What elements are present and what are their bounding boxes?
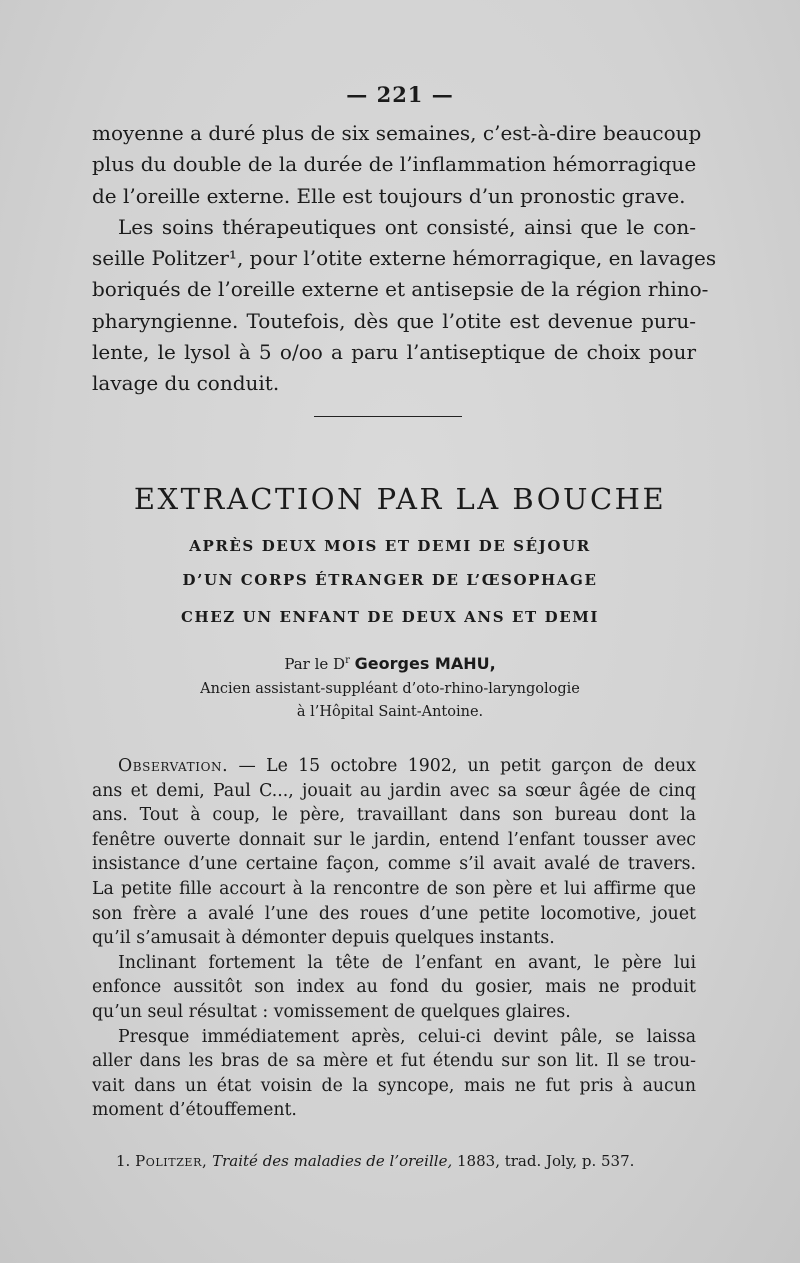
observation-first-line: — Le 15 octobre 1902, un petit garçon de deux — [228, 756, 696, 776]
author-name: Georges MAHU, — [354, 654, 496, 673]
article-subtitle-line: D’UN CORPS ÉTRANGER DE L’ŒSOPHAGE — [182, 571, 598, 589]
text-line: ans. Tout à coup, le père, travaillant dans son bureau dont la — [92, 805, 696, 826]
text-line: insistance d’une certaine façon, comme s’il avait avalé de travers. — [92, 854, 696, 875]
page-number: — 221 — — [346, 82, 454, 107]
observation-text — [92, 754, 696, 1123]
author-affiliation: à l’Hôpital Saint-Antoine. — [296, 704, 484, 720]
text-line: moment d’étouffement. — [92, 1100, 297, 1121]
article-subtitle-line: CHEZ UN ENFANT DE DEUX ANS ET DEMI — [180, 608, 600, 626]
text-line: Les soins thérapeutiques ont consisté, ainsi que le con- — [118, 214, 696, 239]
text-line: Presque immédiatement après, celui-ci devint pâle, se laissa — [118, 1026, 696, 1047]
text-line: pharyngienne. Toutefois, dès que l’otite est devenue puru- — [92, 308, 696, 333]
text-line: lente, le lysol à 5 o/oo a paru l’antiseptique de choix pour — [92, 340, 696, 365]
text-line: qu’un seul résultat : vomissement de quelques glaires. — [92, 1001, 571, 1022]
text-line: plus du double de la durée de l’inflammation hémorragique — [92, 152, 697, 177]
text-line: vait dans un état voisin de la syncope, mais ne fut pris à aucun — [92, 1075, 696, 1096]
footnote-number: 1. — [116, 1152, 131, 1170]
paragraph-continuation — [92, 118, 717, 400]
text-line: lavage du conduit. — [92, 371, 280, 396]
article-subtitle-line: APRÈS DEUX MOIS ET DEMI DE SÉJOUR — [189, 537, 591, 555]
text-line: ans et demi, Paul C..., jouait au jardin avec sa sœur âgée de cinq — [92, 780, 696, 801]
text-line: boriqués de l’oreille externe et antisepsie de la région rhino- — [92, 277, 709, 302]
text-line: de l’oreille externe. Elle est toujours d’un pronostic grave. — [92, 183, 686, 208]
text-line — [92, 754, 696, 779]
footnote-author: Politzer, — [135, 1152, 208, 1170]
observation-label: Observation. — [118, 756, 229, 776]
footnote-work-title: Traité des maladies de l’oreille, — [212, 1152, 453, 1170]
byline-prefix: Par le D — [284, 655, 346, 673]
text-line: fenêtre ouverte donnait sur le jardin, entend l’enfant tousser avec — [92, 829, 696, 850]
text-line: seille Politzer¹, pour l’otite externe hémorragique, en lavages — [92, 246, 717, 271]
text-line: Inclinant fortement la tête de l’enfant en avant, le père lui — [118, 952, 696, 973]
text-line: moyenne a duré plus de six semaines, c’est-à-dire beaucoup — [92, 121, 702, 145]
text-line: son frère a avalé l’une des roues d’une petite locomotive, jouet — [92, 903, 696, 924]
text-line: La petite fille accourt à la rencontre de son père et lui affirme que — [92, 878, 696, 899]
section-divider — [314, 416, 462, 417]
author-affiliation: Ancien assistant-suppléant d’oto-rhino-laryngologie — [200, 681, 580, 697]
byline — [0, 654, 780, 673]
text-line: qu’il s’amusait à démonter depuis quelques instants. — [92, 928, 555, 949]
byline-sup: r — [345, 655, 350, 666]
footnote — [116, 1152, 676, 1170]
text-line: aller dans les bras de sa mère et fut étendu sur son lit. Il se trou- — [92, 1051, 696, 1072]
text-line: enfonce aussitôt son index au fond du gosier, mais ne produit — [92, 977, 696, 998]
article-title: EXTRACTION PAR LA BOUCHE — [133, 482, 667, 516]
footnote-details: 1883, trad. Joly, p. 537. — [457, 1152, 635, 1170]
